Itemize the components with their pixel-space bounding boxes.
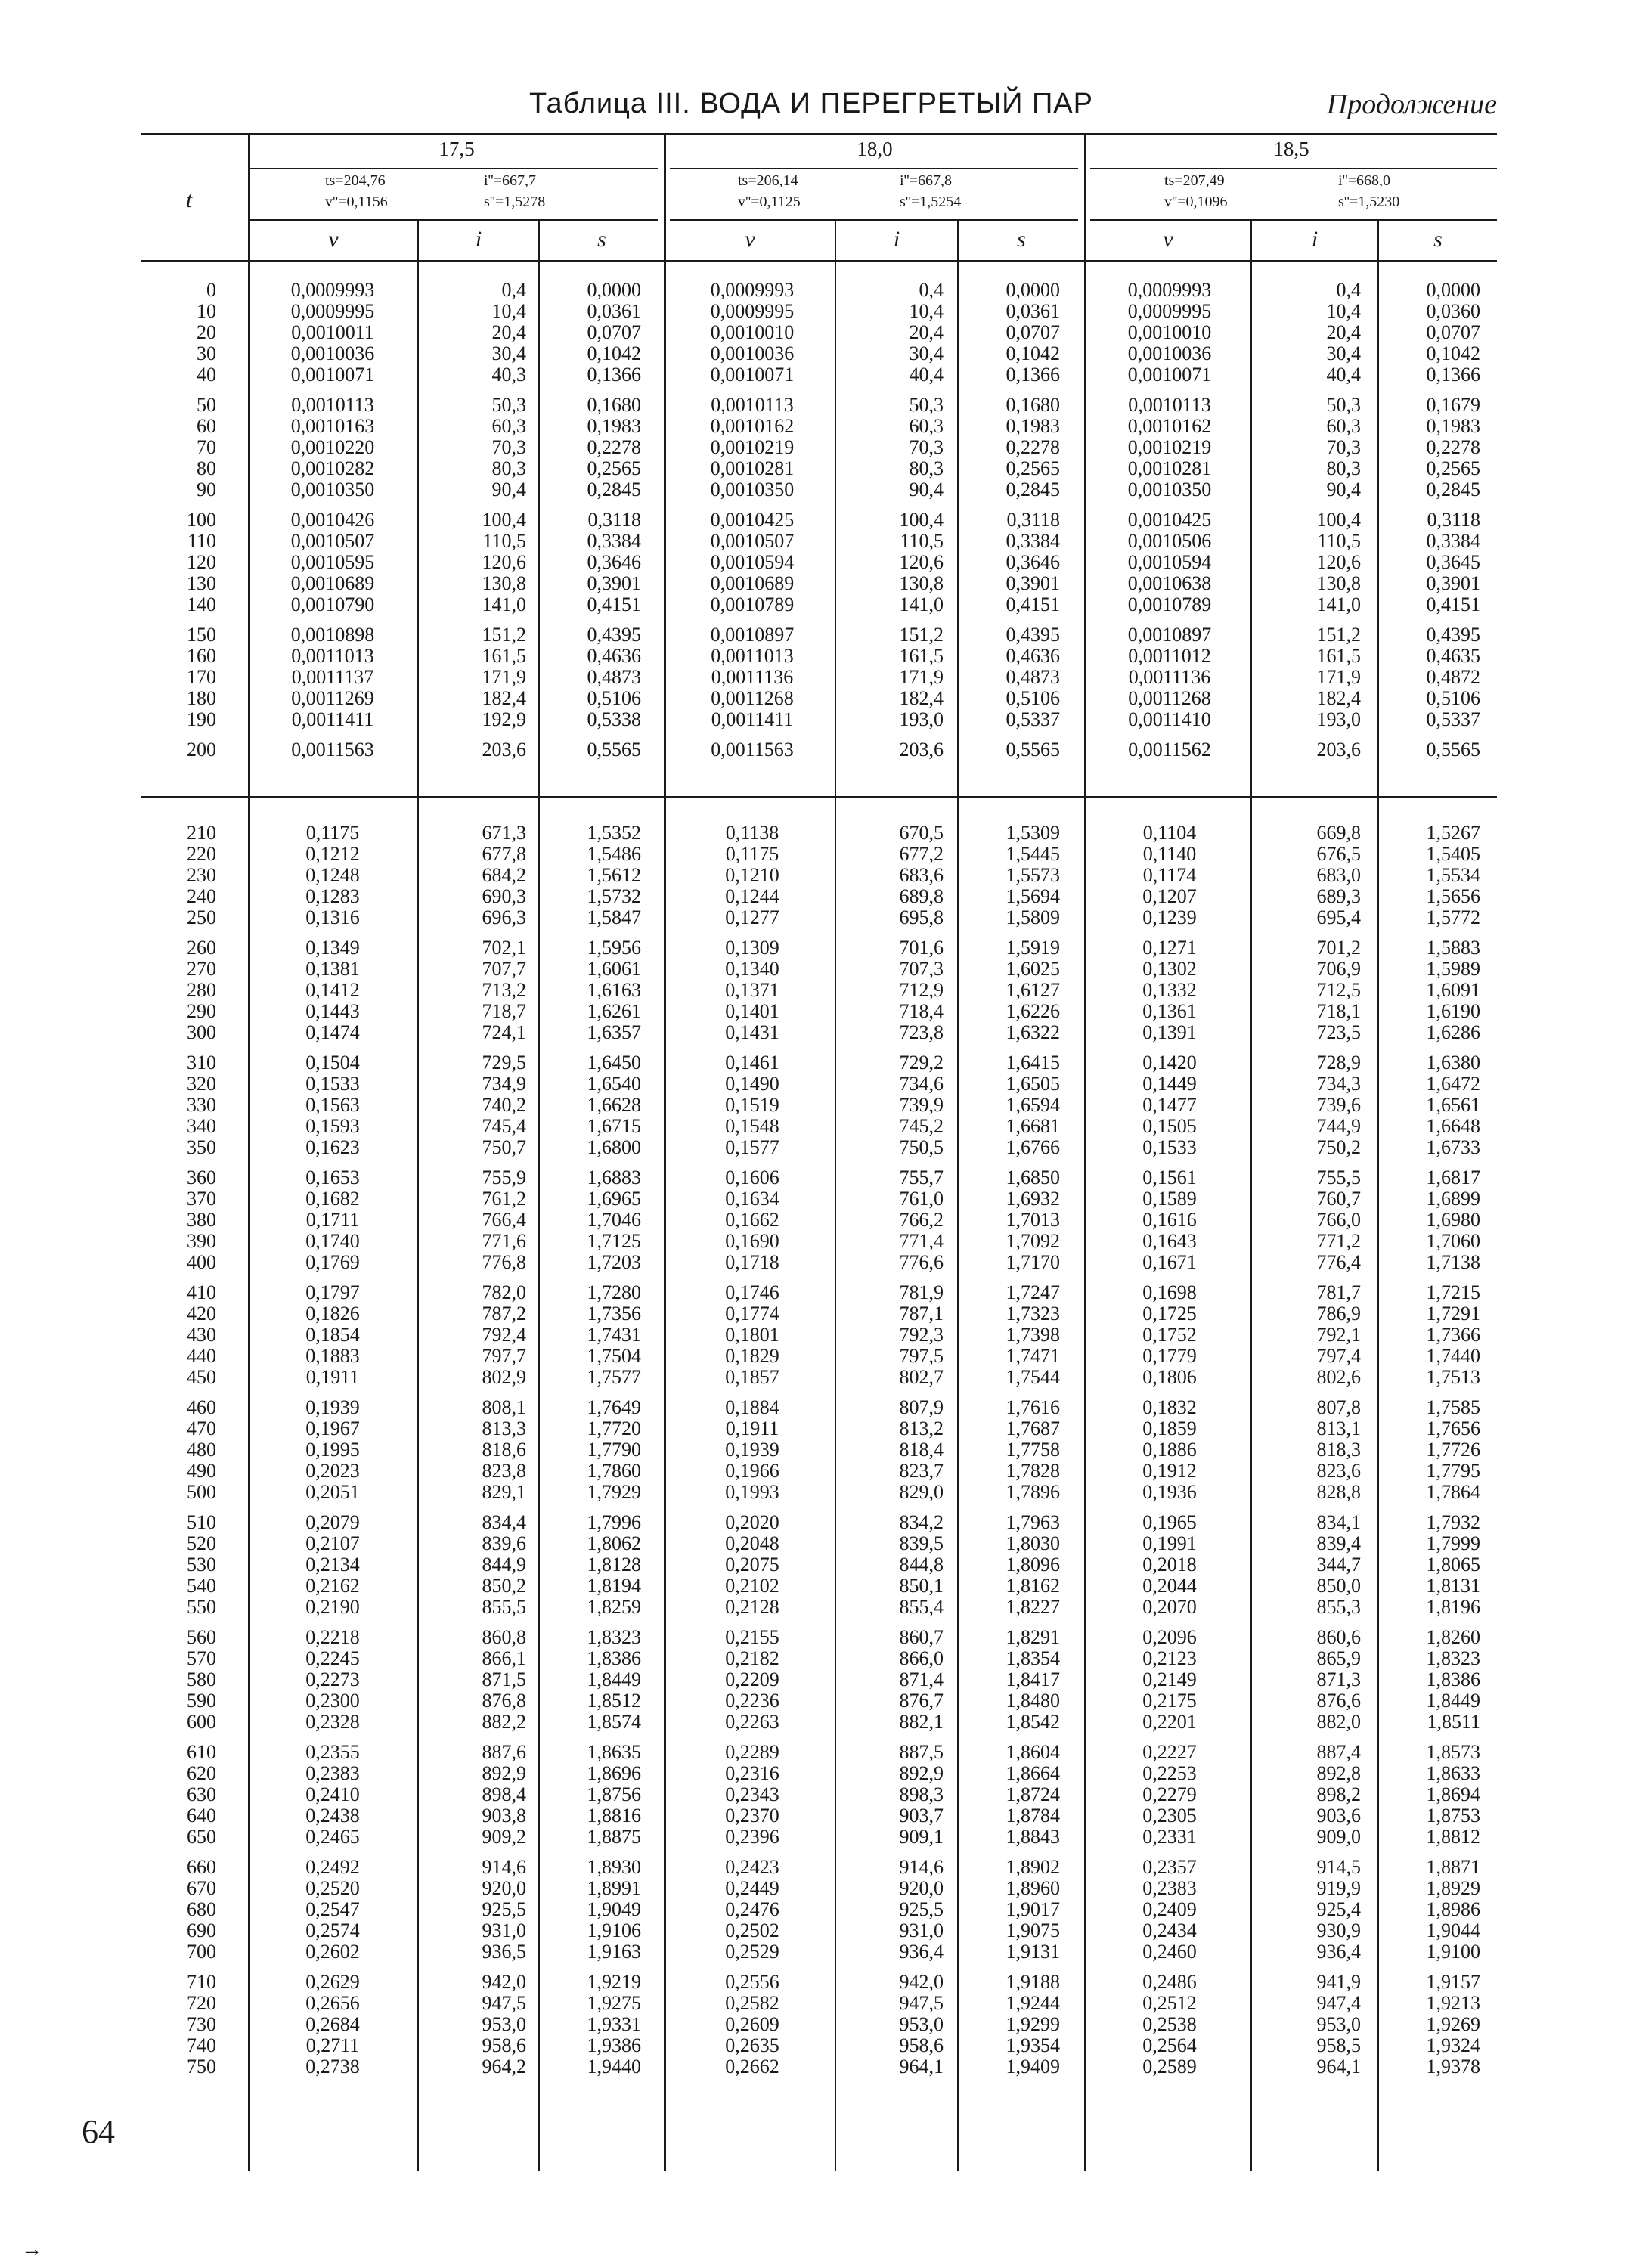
row-block: 0,1461 0,1490 0,1519 0,1548 0,1577 — [725, 1052, 779, 1158]
row-block: 0,3118 0,3384 0,3645 0,3901 0,4151 — [1426, 509, 1480, 615]
table-title: Таблица III. ВОДА И ПЕРЕГРЕТЫЙ ПАР — [529, 88, 1093, 119]
row-block: 1,9188 1,9244 1,9299 1,9354 1,9409 — [1006, 1971, 1060, 2077]
row-block: 1,6415 1,6505 1,6594 1,6681 1,6766 — [1006, 1052, 1060, 1158]
vline-g3 — [1084, 135, 1086, 2171]
row-block: 1,6450 1,6540 1,6628 1,6715 1,6800 — [587, 1052, 641, 1158]
col-s-water-3 — [1382, 280, 1480, 770]
row-block: 0,2492 0,2520 0,2547 0,2574 0,2602 — [305, 1856, 360, 1963]
row-block: 0,1349 0,1381 0,1412 0,1443 0,1474 — [305, 937, 360, 1043]
row-block: 0,1680 0,1983 0,2278 0,2565 0,2845 — [1006, 394, 1060, 500]
rule-pressure-1 — [249, 168, 658, 169]
sat-i-1: i''=667,7 — [484, 172, 537, 189]
row-block: 860,7 866,0 871,4 876,7 882,1 — [899, 1626, 944, 1733]
row-block: 0,1832 0,1859 0,1886 0,1912 0,1936 — [1142, 1396, 1197, 1503]
col-s-steam-3 — [1382, 823, 1480, 2087]
row-block: 755,5 760,7 766,0 771,2 776,4 — [1316, 1167, 1361, 1273]
row-block: 0,2096 0,2123 0,2149 0,2175 0,2201 — [1142, 1626, 1197, 1733]
col-s-steam-1 — [543, 823, 641, 2087]
rule-sat-2 — [670, 219, 1078, 221]
sat-ts-2: ts=206,14 — [738, 172, 798, 189]
row-block: 0,2357 0,2383 0,2409 0,2434 0,2460 — [1142, 1856, 1197, 1963]
col-i-steam-1 — [420, 823, 526, 2087]
rule-pressure-2 — [670, 168, 1078, 169]
row-block: 0,0000 0,0361 0,0707 0,1042 0,1366 — [1006, 279, 1060, 386]
col-v-water-3 — [1105, 280, 1234, 770]
rule-header-bottom — [141, 260, 1497, 262]
row-block: 0,2556 0,2582 0,2609 0,2635 0,2662 — [725, 1971, 779, 2077]
col-i-2: i — [893, 227, 900, 252]
row-block: 0,4 10,4 20,4 30,4 40,3 — [491, 279, 526, 386]
row-block: 0,1175 0,1212 0,1248 0,1283 0,1316 — [305, 822, 360, 928]
row-block: 510 520 530 540 550 — [187, 1511, 216, 1618]
row-block: 834,1 839,4 344,7 850,0 855,3 — [1316, 1511, 1361, 1618]
row-block: 887,5 892,9 898,3 903,7 909,1 — [899, 1741, 944, 1848]
row-block: 203,6 — [899, 739, 944, 761]
row-block: 0,1797 0,1826 0,1854 0,1883 0,1911 — [305, 1281, 360, 1388]
t-column-water — [171, 280, 216, 770]
row-block: 808,1 813,3 818,6 823,8 829,1 — [482, 1396, 526, 1503]
rule-pressure-3 — [1090, 168, 1497, 169]
row-block: 1,7932 1,7999 1,8065 1,8131 1,8196 — [1426, 1511, 1480, 1618]
row-block: 1,5267 1,5405 1,5534 1,5656 1,5772 — [1426, 822, 1480, 928]
row-block: 360 370 380 390 400 — [187, 1167, 216, 1273]
row-block: 610 620 630 640 650 — [187, 1741, 216, 1848]
row-block: 0,1965 0,1991 0,2018 0,2044 0,2070 — [1142, 1511, 1197, 1618]
row-block: 0,0011562 — [1128, 739, 1211, 761]
row-block: 887,4 892,8 898,2 903,6 909,0 — [1316, 1741, 1361, 1848]
row-block: 0,2629 0,2656 0,2684 0,2711 0,2738 — [305, 1971, 360, 2077]
col-i-3: i — [1311, 227, 1319, 252]
pressure-2: 18,0 — [857, 138, 893, 160]
vline-1-is — [538, 221, 540, 2171]
row-block: 0,1653 0,1682 0,1711 0,1740 0,1769 — [305, 1167, 360, 1273]
row-block: 1,6817 1,6899 1,6980 1,7060 1,7138 — [1426, 1167, 1480, 1273]
row-block: 1,8323 1,8386 1,8449 1,8512 1,8574 — [587, 1626, 641, 1733]
row-block: 807,9 813,2 818,4 823,7 829,0 — [899, 1396, 944, 1503]
rule-top — [141, 133, 1497, 135]
col-s-3: s — [1433, 227, 1443, 252]
row-block: 0,2423 0,2449 0,2476 0,2502 0,2529 — [725, 1856, 779, 1963]
row-block: 0,1561 0,1589 0,1616 0,1643 0,1671 — [1142, 1167, 1197, 1273]
row-block: 0,1680 0,1983 0,2278 0,2565 0,2845 — [587, 394, 641, 500]
row-block: 660 670 680 690 700 — [187, 1856, 216, 1963]
row-block: 0,1138 0,1175 0,1210 0,1244 0,1277 — [725, 822, 779, 928]
row-block: 0,2227 0,2253 0,2279 0,2305 0,2331 — [1142, 1741, 1197, 1848]
row-block: 50 60 70 80 90 — [197, 394, 216, 500]
row-block: 50,3 60,3 70,3 80,3 90,4 — [491, 394, 526, 500]
row-block: 0,0010113 0,0010162 0,0010219 0,0010281 0,0010350 — [1127, 394, 1212, 500]
row-block: 0,2020 0,2048 0,2075 0,2102 0,2128 — [725, 1511, 779, 1618]
row-block: 50,3 60,3 70,3 80,3 90,4 — [1326, 394, 1361, 500]
vline-3-is — [1377, 221, 1379, 2171]
row-block: 0,0010898 0,0011013 0,0011137 0,0011269 0,0011411 — [290, 624, 375, 730]
row-block: 1,8635 1,8696 1,8756 1,8816 1,8875 — [587, 1741, 641, 1848]
row-block: 0,0000 0,0361 0,0707 0,1042 0,1366 — [587, 279, 641, 386]
vline-t — [248, 135, 250, 2171]
row-block: 0,3118 0,3384 0,3646 0,3901 0,4151 — [587, 509, 641, 615]
row-block: 310 320 330 340 350 — [187, 1052, 216, 1158]
row-block: 100,4 110,5 120,6 130,8 141,0 — [899, 509, 944, 615]
row-block: 0,0010897 0,0011012 0,0011136 0,0011268 0,0011410 — [1127, 624, 1212, 730]
row-block: 0,4395 0,4635 0,4872 0,5106 0,5337 — [1426, 624, 1480, 730]
pressure-3: 18,5 — [1273, 138, 1309, 160]
sat-s-1: s''=1,5278 — [484, 194, 546, 210]
vline-2-is — [957, 221, 959, 2171]
col-s-1: s — [597, 227, 606, 252]
row-block: 151,2 161,5 171,9 182,4 193,0 — [899, 624, 944, 730]
row-block: 0,0009993 0,0009995 0,0010010 0,0010036 0,0010071 — [710, 279, 795, 386]
row-block: 1,5919 1,6025 1,6127 1,6226 1,6322 — [1006, 937, 1060, 1043]
row-block: 100,4 110,5 120,6 130,8 141,0 — [482, 509, 526, 615]
sat-s-2: s''=1,5254 — [900, 194, 962, 210]
row-block: 0,0010425 0,0010507 0,0010594 0,0010689 0,0010789 — [710, 509, 795, 615]
row-block: 410 420 430 440 450 — [187, 1281, 216, 1388]
row-block: 150 160 170 180 190 — [187, 624, 216, 730]
row-block: 1,7585 1,7656 1,7726 1,7795 1,7864 — [1426, 1396, 1480, 1503]
row-block: 1,6883 1,6965 1,7046 1,7125 1,7203 — [587, 1167, 641, 1273]
row-block: 1,7616 1,7687 1,7758 1,7828 1,7896 — [1006, 1396, 1060, 1503]
row-block: 0,0010113 0,0010162 0,0010219 0,0010281 0,0010350 — [710, 394, 795, 500]
row-block: 0,3118 0,3384 0,3646 0,3901 0,4151 — [1006, 509, 1060, 615]
row-block: 0,2355 0,2383 0,2410 0,2438 0,2465 — [305, 1741, 360, 1848]
row-block: 1,8291 1,8354 1,8417 1,8480 1,8542 — [1006, 1626, 1060, 1733]
row-block: 0,1504 0,1533 0,1563 0,1593 0,1623 — [305, 1052, 360, 1158]
row-block: 1,7247 1,7323 1,7398 1,7471 1,7544 — [1006, 1281, 1060, 1388]
sat-ts-1: ts=204,76 — [325, 172, 386, 189]
vline-g2 — [664, 135, 666, 2171]
col-v-1: v — [328, 227, 339, 252]
row-block: 914,6 920,0 925,5 931,0 936,4 — [899, 1856, 944, 1963]
row-block: 0,0010897 0,0011013 0,0011136 0,0011268 0,0011411 — [710, 624, 795, 730]
row-block: 669,8 676,5 683,0 689,3 695,4 — [1316, 822, 1361, 928]
row-block: 560 570 580 590 600 — [187, 1626, 216, 1733]
page-number: 64 — [82, 2113, 115, 2150]
row-block: 1,5352 1,5486 1,5612 1,5732 1,5847 — [587, 822, 641, 928]
row-block: 203,6 — [482, 739, 526, 761]
row-block: 860,6 865,9 871,3 876,6 882,0 — [1316, 1626, 1361, 1733]
row-block: 942,0 947,5 953,0 958,6 964,2 — [482, 1971, 526, 2077]
row-block: 941,9 947,4 953,0 958,5 964,1 — [1316, 1971, 1361, 2077]
col-v-3: v — [1163, 227, 1173, 252]
row-block: 701,2 706,9 712,5 718,1 723,5 — [1316, 937, 1361, 1043]
row-block: 0,1606 0,1634 0,1662 0,1690 0,1718 — [725, 1167, 779, 1273]
row-block: 914,5 919,9 925,4 930,9 936,4 — [1316, 1856, 1361, 1963]
row-block: 50,3 60,3 70,3 80,3 90,4 — [909, 394, 944, 500]
row-block: 1,8604 1,8664 1,8724 1,8784 1,8843 — [1006, 1741, 1060, 1848]
col-i-water-2 — [838, 280, 944, 770]
row-block: 0,4395 0,4636 0,4873 0,5106 0,5338 — [587, 624, 641, 730]
row-block: 755,7 761,0 766,2 771,4 776,6 — [899, 1167, 944, 1273]
row-block: 728,9 734,3 739,6 744,9 750,2 — [1316, 1052, 1361, 1158]
row-block: 782,0 787,2 792,4 797,7 802,9 — [482, 1281, 526, 1388]
row-block: 1,8260 1,8323 1,8386 1,8449 1,8511 — [1426, 1626, 1480, 1733]
row-block: 834,4 839,6 844,9 850,2 855,5 — [482, 1511, 526, 1618]
row-block: 210 220 230 240 250 — [187, 822, 216, 928]
row-block: 0,0010425 0,0010506 0,0010594 0,0010638 0,0010789 — [1127, 509, 1212, 615]
row-block: 1,5956 1,6061 1,6163 1,6261 1,6357 — [587, 937, 641, 1043]
t-column-steam — [171, 823, 216, 2087]
row-block: 0,2486 0,2512 0,2538 0,2564 0,2589 — [1142, 1971, 1197, 2077]
row-block: 1,7996 1,8062 1,8128 1,8194 1,8259 — [587, 1511, 641, 1618]
col-v-steam-2 — [688, 823, 817, 2087]
sat-ts-3: ts=207,49 — [1164, 172, 1225, 189]
col-s-2: s — [1017, 227, 1026, 252]
row-block: 0,1939 0,1967 0,1995 0,2023 0,2051 — [305, 1396, 360, 1503]
col-i-water-1 — [420, 280, 526, 770]
row-block: 0,1746 0,1774 0,1801 0,1829 0,1857 — [725, 1281, 779, 1388]
row-block: 0 10 20 30 40 — [197, 279, 216, 386]
row-block: 860,8 866,1 871,5 876,8 882,2 — [482, 1626, 526, 1733]
sat-v-1: v''=0,1156 — [325, 194, 388, 210]
row-block: 710 720 730 740 750 — [187, 1971, 216, 2077]
sat-s-3: s''=1,5230 — [1338, 194, 1400, 210]
row-block: 0,4395 0,4636 0,4873 0,5106 0,5337 — [1006, 624, 1060, 730]
sat-v-2: v''=0,1125 — [738, 194, 801, 210]
row-block: 151,2 161,5 171,9 182,4 192,9 — [482, 624, 526, 730]
row-block: 0,4 10,4 20,4 30,4 40,4 — [909, 279, 944, 386]
row-block: 100,4 110,5 120,6 130,8 141,0 — [1316, 509, 1361, 615]
row-block: 1,7280 1,7356 1,7431 1,7504 1,7577 — [587, 1281, 641, 1388]
row-block: 0,0009993 0,0009995 0,0010010 0,0010036 0,0010071 — [1127, 279, 1212, 386]
row-block: 460 470 480 490 500 — [187, 1396, 216, 1503]
row-block: 0,0011563 — [291, 739, 374, 761]
row-block: 1,9157 1,9213 1,9269 1,9324 1,9378 — [1426, 1971, 1480, 2077]
col-v-steam-1 — [272, 823, 393, 2087]
row-block: 0,5565 — [1426, 739, 1480, 761]
col-s-water-2 — [962, 280, 1060, 770]
row-block: 203,6 — [1316, 739, 1361, 761]
row-block: 807,8 813,1 818,3 823,6 828,8 — [1316, 1396, 1361, 1503]
row-block: 670,5 677,2 683,6 689,8 695,8 — [899, 822, 944, 928]
row-block: 1,5309 1,5445 1,5573 1,5694 1,5809 — [1006, 822, 1060, 928]
col-v-water-2 — [688, 280, 817, 770]
row-block: 0,1309 0,1340 0,1371 0,1401 0,1431 — [725, 937, 779, 1043]
row-block: 1,7963 1,8030 1,8096 1,8162 1,8227 — [1006, 1511, 1060, 1618]
row-block: 671,3 677,8 684,2 690,3 696,3 — [482, 822, 526, 928]
row-block: 200 — [187, 739, 216, 761]
col-s-steam-2 — [962, 823, 1060, 2087]
row-block: 755,9 761,2 766,4 771,6 776,8 — [482, 1167, 526, 1273]
row-block: 1,6380 1,6472 1,6561 1,6648 1,6733 — [1426, 1052, 1480, 1158]
pressure-1: 17,5 — [438, 138, 475, 160]
col-v-2: v — [745, 227, 755, 252]
row-block: 0,2289 0,2316 0,2343 0,2370 0,2396 — [725, 1741, 779, 1848]
col-i-steam-3 — [1255, 823, 1361, 2087]
row-block: 0,2079 0,2107 0,2134 0,2162 0,2190 — [305, 1511, 360, 1618]
row-block: 887,6 892,9 898,4 903,8 909,2 — [482, 1741, 526, 1848]
sat-v-3: v''=0,1096 — [1164, 194, 1228, 210]
row-block: 1,7215 1,7291 1,7366 1,7440 1,7513 — [1426, 1281, 1480, 1388]
row-block: 0,5565 — [587, 739, 641, 761]
row-block: 0,0010426 0,0010507 0,0010595 0,0010689 0,0010790 — [290, 509, 375, 615]
row-block: 701,6 707,3 712,9 718,4 723,8 — [899, 937, 944, 1043]
row-block: 100 110 120 130 140 — [187, 509, 216, 615]
row-block: 0,0000 0,0360 0,0707 0,1042 0,1366 — [1426, 279, 1480, 386]
row-block: 1,8930 1,8991 1,9049 1,9106 1,9163 — [587, 1856, 641, 1963]
row-block: 0,2155 0,2182 0,2209 0,2236 0,2263 — [725, 1626, 779, 1733]
row-block: 0,0011563 — [711, 739, 794, 761]
row-block: 1,8871 1,8929 1,8986 1,9044 1,9100 — [1426, 1856, 1480, 1963]
row-block: 0,1271 0,1302 0,1332 0,1361 0,1391 — [1142, 937, 1197, 1043]
rule-sat-3 — [1090, 219, 1497, 221]
row-block: 0,1884 0,1911 0,1939 0,1966 0,1993 — [725, 1396, 779, 1503]
vline-3-vi — [1250, 221, 1252, 2171]
col-v-water-1 — [272, 280, 393, 770]
row-block: 0,0009993 0,0009995 0,0010011 0,0010036 0,0010071 — [290, 279, 375, 386]
row-block: 0,2218 0,2245 0,2273 0,2300 0,2328 — [305, 1626, 360, 1733]
row-block: 1,5883 1,5989 1,6091 1,6190 1,6286 — [1426, 937, 1480, 1043]
row-block: 729,2 734,6 739,9 745,2 750,5 — [899, 1052, 944, 1158]
row-block: 1,8902 1,8960 1,9017 1,9075 1,9131 — [1006, 1856, 1060, 1963]
continuation-label: Продолжение — [1326, 88, 1497, 120]
row-block: 0,1104 0,1140 0,1174 0,1207 0,1239 — [1142, 822, 1197, 928]
col-i-steam-2 — [838, 823, 944, 2087]
col-i-water-3 — [1255, 280, 1361, 770]
col-s-water-1 — [543, 280, 641, 770]
t-header: t — [185, 187, 193, 212]
sat-i-2: i''=667,8 — [900, 172, 953, 189]
row-block: 1,8573 1,8633 1,8694 1,8753 1,8812 — [1426, 1741, 1480, 1848]
vline-2-vi — [835, 221, 836, 2171]
row-block: 834,2 839,5 844,8 850,1 855,4 — [899, 1511, 944, 1618]
row-block: 942,0 947,5 953,0 958,6 964,1 — [899, 1971, 944, 2077]
col-v-steam-3 — [1105, 823, 1234, 2087]
row-block: 0,1420 0,1449 0,1477 0,1505 0,1533 — [1142, 1052, 1197, 1158]
row-block: 702,1 707,7 713,2 718,7 724,1 — [482, 937, 526, 1043]
sat-i-3: i''=668,0 — [1338, 172, 1391, 189]
rule-phase-separator — [141, 796, 1497, 798]
row-block: 781,7 786,9 792,1 797,4 802,6 — [1316, 1281, 1361, 1388]
row-block: 0,1698 0,1725 0,1752 0,1779 0,1806 — [1142, 1281, 1197, 1388]
row-block: 781,9 787,1 792,3 797,5 802,7 — [899, 1281, 944, 1388]
row-block: 1,7649 1,7720 1,7790 1,7860 1,7929 — [587, 1396, 641, 1503]
row-block: 1,9219 1,9275 1,9331 1,9386 1,9440 — [587, 1971, 641, 2077]
col-i-1: i — [475, 227, 482, 252]
row-block: 260 270 280 290 300 — [187, 937, 216, 1043]
rule-sat-1 — [249, 219, 658, 221]
corner-mark: → — [21, 2238, 42, 2261]
row-block: 0,5565 — [1006, 739, 1060, 761]
row-block: 1,6850 1,6932 1,7013 1,7092 1,7170 — [1006, 1167, 1060, 1273]
row-block: 0,1679 0,1983 0,2278 0,2565 0,2845 — [1426, 394, 1480, 500]
row-block: 0,4 10,4 20,4 30,4 40,4 — [1326, 279, 1361, 386]
row-block: 914,6 920,0 925,5 931,0 936,5 — [482, 1856, 526, 1963]
row-block: 0,0010113 0,0010163 0,0010220 0,0010282 0,0010350 — [290, 394, 375, 500]
vline-1-vi — [417, 221, 419, 2171]
row-block: 729,5 734,9 740,2 745,4 750,7 — [482, 1052, 526, 1158]
row-block: 151,2 161,5 171,9 182,4 193,0 — [1316, 624, 1361, 730]
